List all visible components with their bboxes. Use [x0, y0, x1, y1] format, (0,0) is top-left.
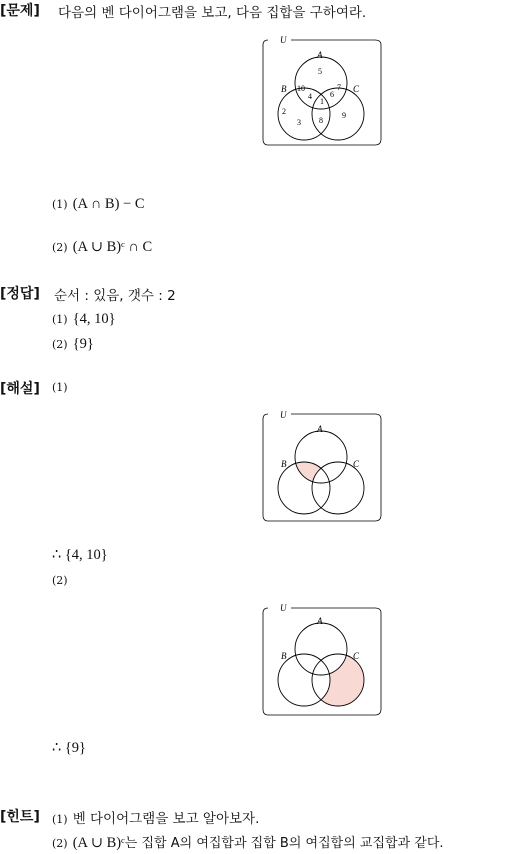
- set-b-label: B: [281, 84, 287, 94]
- set-c-label: C: [353, 84, 360, 94]
- problem-item-1: [52, 193, 145, 213]
- item-number: (2): [52, 241, 68, 254]
- solution-venn-diagram-1: [262, 410, 382, 524]
- region-b-c: 8: [319, 116, 323, 125]
- answer-value: {9}: [72, 336, 94, 352]
- region-center: 1: [320, 97, 324, 106]
- item-number: (1): [52, 313, 68, 326]
- answer-item-2: [52, 333, 94, 353]
- answer-item-1: [52, 308, 116, 328]
- item-number: (1): [52, 813, 68, 826]
- item-expression: (A ∪ B)ᶜ ∩ C: [72, 239, 153, 255]
- universe-label: U: [280, 603, 287, 613]
- problem-text: 다음의 벤 다이어그램을 보고, 다음 집합을 구하여라.: [58, 5, 367, 21]
- solution-venn-diagram-2: [262, 602, 382, 716]
- solution-part-2-number: (2): [52, 574, 68, 587]
- item-number: (2): [52, 837, 68, 850]
- answer-value: {4, 10}: [72, 311, 116, 327]
- set-a-label: A: [317, 50, 323, 60]
- problem-tag: [문제]: [0, 3, 40, 19]
- region-c-only: 9: [342, 111, 346, 120]
- item-expression: (A ∩ B) − C: [72, 196, 145, 212]
- answer-meta: 순서 : 있음, 갯수 : 2: [54, 288, 176, 304]
- item-number: (1): [52, 198, 68, 211]
- set-b-label: B: [281, 459, 287, 469]
- hint-expression: (A ∪ B)ᶜ: [72, 835, 125, 851]
- region-a-b: 10: [297, 84, 305, 93]
- solution-result-2: ∴ {9}: [52, 740, 87, 756]
- set-b-label: B: [281, 651, 287, 661]
- hint-text: 는 집합 A의 여집합과 집합 B의 여집합의 교집합과 같다.: [124, 836, 444, 851]
- region-right-mid: 6: [330, 90, 334, 99]
- region-b-only-top: 2: [282, 107, 286, 116]
- region-a-c: 7: [337, 83, 341, 92]
- hint-text: 벤 다이어그램을 보고 알아보자.: [72, 811, 260, 827]
- region-a-only: 5: [318, 67, 322, 76]
- item-number: (2): [52, 338, 68, 351]
- universe-label: U: [280, 36, 287, 45]
- universe-label: U: [280, 410, 287, 420]
- answer-tag: [정답]: [0, 286, 40, 302]
- region-b-only: 3: [297, 118, 301, 127]
- region-a-b-c: 4: [308, 92, 312, 101]
- hint-tag: [힌트]: [0, 809, 40, 825]
- set-a-label: A: [317, 424, 323, 434]
- hint-item-2: [52, 832, 444, 852]
- solution-result-1: ∴ {4, 10}: [52, 547, 108, 563]
- solution-tag: [해설]: [0, 381, 40, 397]
- set-a-label: A: [317, 616, 323, 626]
- problem-item-2: [52, 236, 152, 256]
- problem-venn-diagram: [262, 36, 382, 148]
- solution-part-1-number: (1): [52, 381, 68, 394]
- hint-item-1: [52, 807, 259, 827]
- set-c-label: C: [353, 459, 360, 469]
- set-c-label: C: [353, 651, 360, 661]
